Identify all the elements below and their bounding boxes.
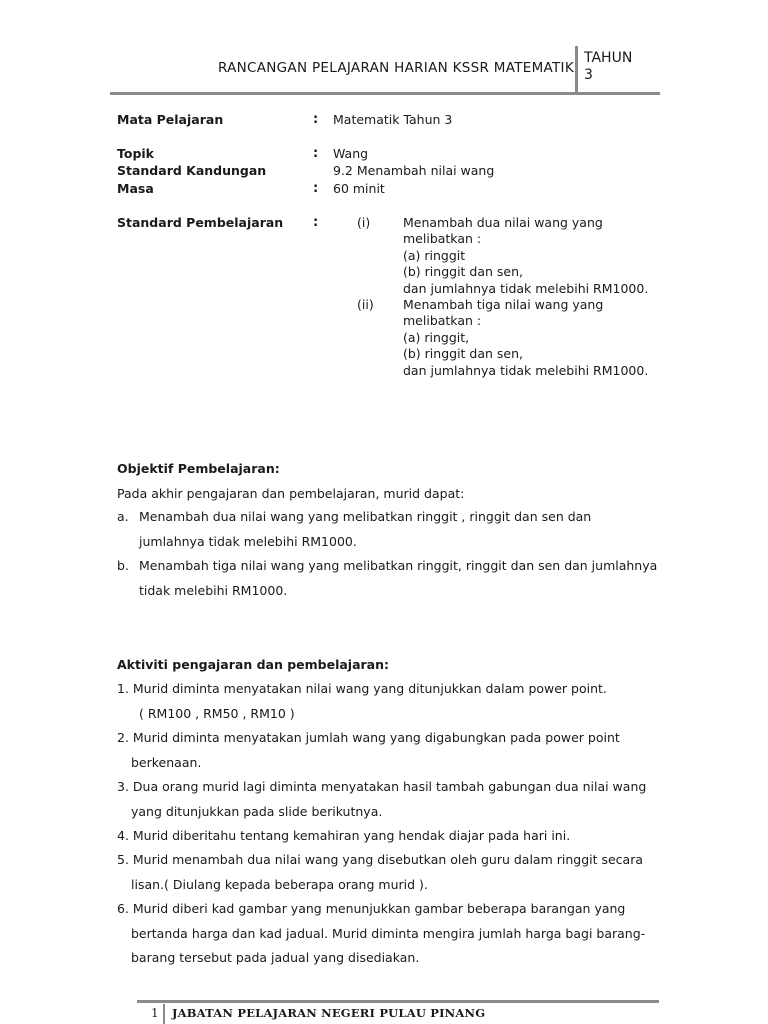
list-item-line: yang ditunjukkan pada slide berikutnya. xyxy=(131,803,383,819)
list-item xyxy=(117,505,677,554)
list-item xyxy=(117,554,677,603)
list-item-line: 1. Murid diminta menyatakan nilai wang yang ditunjukkan dalam power point. xyxy=(117,681,607,696)
list-item-line: Menambah tiga nilai wang yang xyxy=(403,297,604,312)
list-marker: b. xyxy=(117,558,129,573)
header-rule xyxy=(110,92,660,95)
list-item-line: dan jumlahnya tidak melebihi RM1000. xyxy=(403,280,649,296)
list-item-line: 3. Dua orang murid lagi diminta menyatakan hasil tambah gabungan dua nilai wang xyxy=(117,779,647,794)
masa-label: Masa xyxy=(117,181,154,196)
list-item xyxy=(117,677,677,726)
list-marker: a. xyxy=(117,509,129,524)
aktiviti-title: Aktiviti pengajaran dan pembelajaran: xyxy=(117,657,390,672)
list-item-line: dan jumlahnya tidak melebihi RM1000. xyxy=(403,362,649,378)
list-item xyxy=(117,897,677,971)
list-item-line: melibatkan : xyxy=(403,231,482,247)
objektif-intro: Pada akhir pengajaran dan pembelajaran, murid dapat: xyxy=(117,486,465,501)
colon: : xyxy=(313,215,319,230)
list-item xyxy=(117,848,677,897)
topik-value: Wang xyxy=(333,146,369,161)
standard-kandungan-value: 9.2 Menambah nilai wang xyxy=(333,163,495,178)
list-item-line: berkenaan. xyxy=(131,754,202,770)
page-number: 1 xyxy=(151,1006,159,1020)
list-item xyxy=(403,215,683,297)
list-item-line: melibatkan : xyxy=(403,313,482,329)
standard-pembelajaran-label: Standard Pembelajaran xyxy=(117,215,284,230)
year-label-word: TAHUN xyxy=(584,50,633,66)
list-item-line: Menambah tiga nilai wang yang melibatkan ringgit, ringgit dan sen dan jumlahnya xyxy=(139,558,658,573)
list-item-line: ( RM100 , RM50 , RM10 ) xyxy=(139,705,295,721)
list-item-line: lisan.( Diulang kepada beberapa orang murid ). xyxy=(131,876,428,892)
colon: : xyxy=(313,112,319,127)
list-item-line: Menambah dua nilai wang yang xyxy=(403,215,603,230)
list-number: (i) xyxy=(357,215,371,230)
list-item-line: barang tersebut pada jadual yang disediakan. xyxy=(131,950,420,965)
colon: : xyxy=(313,181,319,196)
standard-kandungan-label: Standard Kandungan xyxy=(117,163,267,178)
colon: : xyxy=(313,146,319,161)
list-item xyxy=(117,824,677,849)
list-item-line: tidak melebihi RM1000. xyxy=(139,582,288,598)
list-item-line: 6. Murid diberi kad gambar yang menunjukkan gambar beberapa barangan yang xyxy=(117,901,626,916)
list-item-line: jumlahnya tidak melebihi RM1000. xyxy=(139,533,357,549)
list-item xyxy=(117,726,677,775)
year-label-number: 3 xyxy=(584,67,593,83)
header-divider xyxy=(575,46,578,94)
list-item-line: bertanda harga dan kad jadual. Murid diminta mengira jumlah harga bagi barang- xyxy=(131,925,646,941)
list-item-line: (a) ringgit xyxy=(403,247,466,263)
list-number: (ii) xyxy=(357,297,374,312)
list-item-line: 4. Murid diberitahu tentang kemahiran yang hendak diajar pada hari ini. xyxy=(117,828,571,843)
footer-divider xyxy=(163,1004,165,1024)
list-item-line: (a) ringgit, xyxy=(403,329,470,345)
topik-label: Topik xyxy=(117,146,154,161)
list-item xyxy=(117,775,677,824)
list-item-line: Menambah dua nilai wang yang melibatkan ringgit , ringgit dan sen dan xyxy=(139,509,592,524)
list-item-line: 5. Murid menambah dua nilai wang yang disebutkan oleh guru dalam ringgit secara xyxy=(117,852,644,867)
footer-rule xyxy=(137,1000,659,1003)
list-item-line: (b) ringgit dan sen, xyxy=(403,346,524,362)
mata-pelajaran-label: Mata Pelajaran xyxy=(117,112,224,127)
list-item-line: 2. Murid diminta menyatakan jumlah wang yang digabungkan pada power point xyxy=(117,730,620,745)
objektif-title: Objektif Pembelajaran: xyxy=(117,461,280,476)
list-item-line: (b) ringgit dan sen, xyxy=(403,264,524,280)
list-item xyxy=(403,297,683,379)
document-title: RANCANGAN PELAJARAN HARIAN KSSR MATEMATIK xyxy=(217,60,574,76)
year-label xyxy=(584,50,654,84)
footer-text: JABATAN PELAJARAN NEGERI PULAU PINANG xyxy=(172,1006,486,1020)
masa-value: 60 minit xyxy=(333,181,385,196)
mata-pelajaran-value: Matematik Tahun 3 xyxy=(333,112,453,127)
